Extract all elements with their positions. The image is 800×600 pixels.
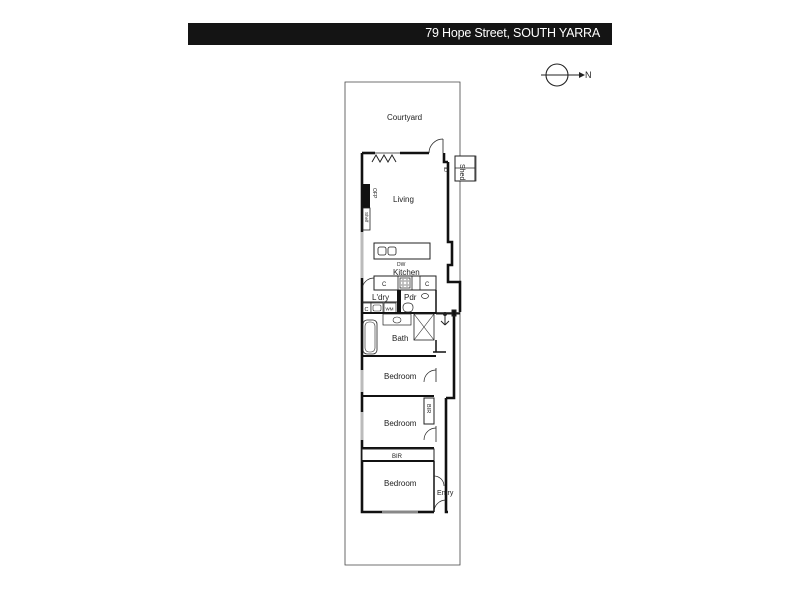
sliding-door-icon — [370, 153, 400, 162]
cupboard-label: C — [444, 168, 448, 174]
cupboard-label: C — [364, 307, 369, 313]
bir-label: BIR — [425, 404, 431, 414]
compass-north-label: N — [585, 70, 592, 80]
powder-wall — [397, 290, 401, 312]
bir-bar-label: BIR — [392, 454, 403, 460]
vanity — [383, 314, 411, 325]
entry-label: Entry — [437, 490, 454, 497]
fireplace — [363, 184, 370, 210]
north-compass-icon — [541, 64, 592, 86]
powder-label: Pdr — [404, 293, 417, 302]
kitchen-island — [374, 243, 430, 259]
shelf-label: Shelf — [364, 212, 369, 223]
fireplace-label: OFP — [371, 188, 377, 199]
cupboard-label: C — [382, 282, 387, 288]
laundry-label: L'dry — [372, 293, 390, 302]
dishwasher-label: DW — [397, 262, 406, 268]
washing-machine-label: WM — [385, 306, 394, 312]
bedroom-1-label: Bedroom — [384, 372, 417, 381]
courtyard-label: Courtyard — [387, 113, 423, 122]
bedroom-2-label: Bedroom — [384, 419, 417, 428]
toilet-icon — [403, 303, 413, 312]
cupboard-label: C — [425, 282, 430, 288]
shed-label: Shed — [458, 164, 465, 181]
address-title: 79 Hope Street, SOUTH YARRA — [425, 26, 600, 40]
bedroom-3-label: Bedroom — [384, 479, 417, 488]
bath-label: Bath — [392, 334, 409, 343]
living-label: Living — [393, 195, 414, 204]
kitchen-label: Kitchen — [393, 268, 420, 277]
bedroom1-door-swing — [424, 370, 436, 382]
courtyard-door-swing — [429, 139, 443, 153]
